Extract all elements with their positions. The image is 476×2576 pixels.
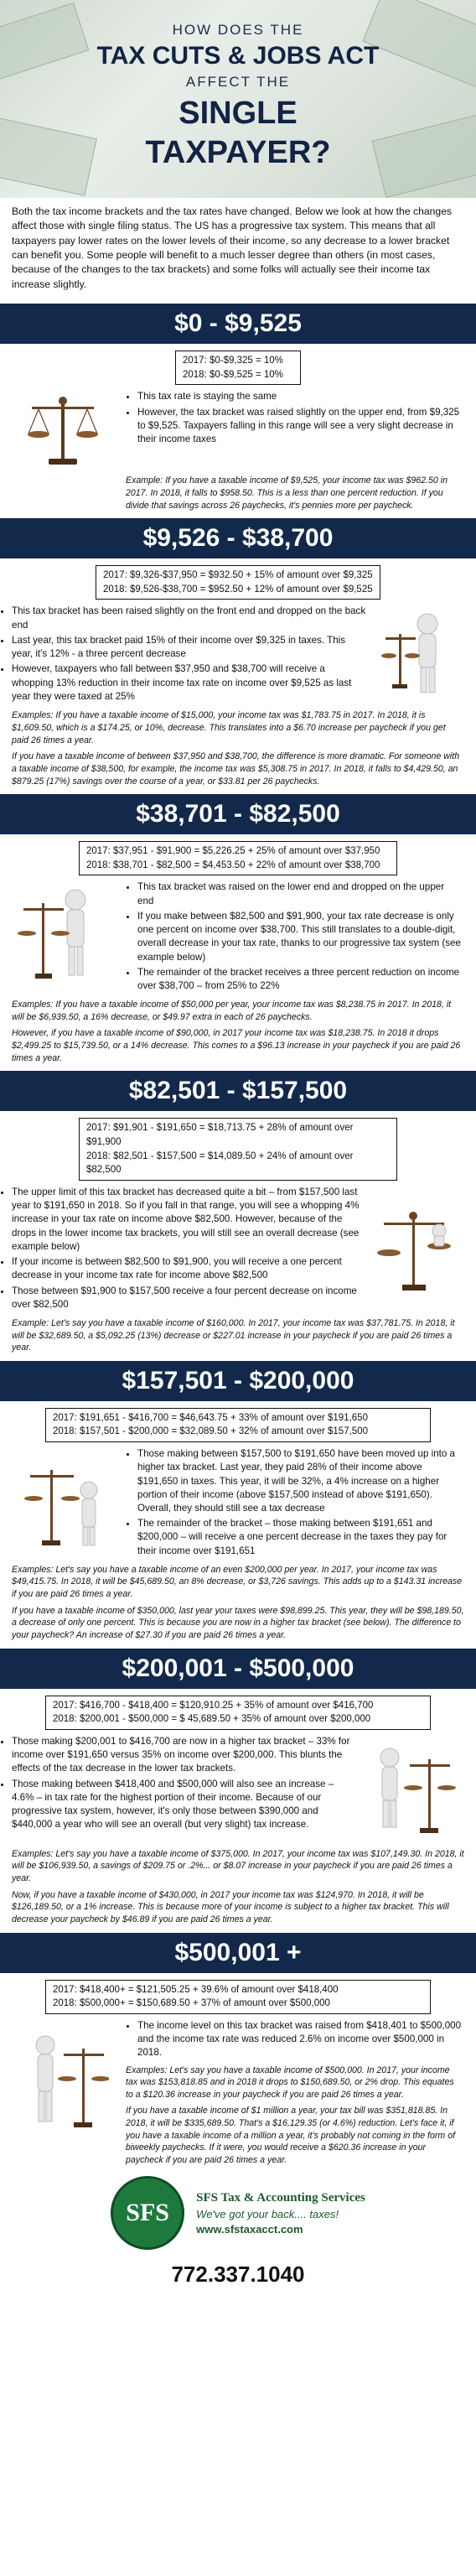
person-with-scale-figure: [0, 2019, 126, 2145]
section-bracket-4: [0, 1071, 476, 1353]
bullet: • Those making between $418,400 and $500,000 will also see an increase – 4.6% – in tax rate for the highest portion of their income. Because of our progressive tax system, however, it's only those between $390,000 and $440,000 a year who will see an overall (but very slight) tax increase.: [12, 1778, 352, 1832]
person-with-scale-figure: [0, 1447, 126, 1556]
header-line-1: HOW DOES THE: [172, 22, 304, 38]
rate-2017: 2017: $418,400+ = $121,505.25 + 39.6% of amount over $418,400: [53, 1984, 339, 1995]
rate-2018: 2018: $38,701 - $82,500 = $4,453.50 + 22% of amount over $38,700: [86, 860, 380, 870]
example-text: Example: Let's say you have a taxable income of $160,000. In 2017, your income tax was $37,781.75. In 2018, it will be $32,689.50, a $5,092.25 (13%) decrease or $227.01 increase in your paycheck if you are paid 26 times a year.: [12, 1317, 455, 1353]
example-text: If you have a taxable income of $350,000, last year your taxes were $98,899.25. This year, they will be $98,189.50, a decrease of only one percent. This is because you are now in a higher tax bracket (see below). The difference to your paycheck? An increase of $27.30 if you are paid 26 times a year.: [12, 1605, 464, 1640]
example-text: However, if you have a taxable income of $90,000, in 2017 your income tax was $18,238.75. In 2018 it drops $2,499.25 to $15,739.50, or a 14% decrease. This comes to a $96.13 increase in your paycheck if you are paid 26 times a year.: [12, 1028, 461, 1063]
intro-paragraph: Both the tax income brackets and the tax rates have changed. Below we look at how the changes affect those with single filing status. The US has a progressive tax system. This means that all taxpayers pay lower rates on the lower levels of their income, so any decrease to a lower bracket can benefit you. Some people will benefit to a much lesser degree than others (in most cases, because of the changes to the tax brackets) and some folks will actually see their income tax increase slightly.: [12, 205, 453, 290]
rate-box: [45, 1408, 431, 1442]
example-text: If you have a taxable income of between $37,950 and $38,700, the difference is more dramatic. For someone with a taxable income of $38,500, for example, the income tax was $5,308.75 in 2017. In 2018, it falls to $4,429.50, an $879.25 (17%) savings over the course of a year, or $33.81 per 26 paychecks.: [12, 751, 460, 787]
footer: [0, 2176, 476, 2288]
bracket-band: $157,501 - $200,000: [0, 1361, 476, 1401]
bullet: • The remainder of the bracket receives a three percent reduction on income over $38,700 – from 25% to 22%: [137, 966, 461, 993]
bullet: • If your income is between $82,500 to $91,900, you will receive a one percent decrease in your income tax rate for income above $82,500: [12, 1255, 360, 1282]
rate-box: [79, 841, 397, 875]
bullet: • This tax bracket was raised on the lower end and dropped on the upper end: [137, 880, 461, 907]
firm-phone[interactable]: 772.337.1040: [171, 2262, 305, 2288]
bracket-band: $0 - $9,525: [0, 304, 476, 344]
bullet: • This tax rate is staying the same: [137, 390, 461, 403]
bracket-band: $200,001 - $500,000: [0, 1649, 476, 1689]
rate-2018: 2018: $0-$9,525 = 10%: [183, 369, 283, 380]
rate-box: [45, 1980, 431, 2014]
bracket-band: $38,701 - $82,500: [0, 794, 476, 834]
bullet: • Those between $91,900 to $157,500 receive a four percent decrease on income over $82,500: [12, 1285, 360, 1311]
header-line-4: SINGLE: [178, 96, 298, 131]
bullet: • The remainder of the bracket – those making between $191,651 and $200,000 – will receive a one percent decrease in the taxes they pay for their income over $191,651: [137, 1517, 461, 1558]
bullet-list: [126, 2019, 469, 2060]
person-with-scale-figure: [369, 605, 469, 705]
header-line-2: TAX CUTS & JOBS ACT: [96, 42, 380, 70]
header-line-3: AFFECT THE: [185, 74, 291, 90]
rate-2017: 2017: $416,700 - $418,400 = $120,910.25 + 35% of amount over $416,700: [53, 1700, 374, 1711]
rate-2017: 2017: $191,651 - $416,700 = $46,643.75 + 33% of amount over $191,650: [53, 1412, 368, 1423]
bullet: • Last year, this tax bracket paid 15% of their income over $9,325 in taxes. This year, it's 12% - a three percent decrease: [12, 634, 369, 661]
rate-2018: 2018: $500,000+ = $150,689.50 + 37% of amount over $500,000: [53, 1998, 330, 2009]
section-bracket-5: [0, 1361, 476, 1642]
bracket-band: $500,001 +: [0, 1933, 476, 1973]
section-bracket-6: [0, 1649, 476, 1926]
scale-figure: [0, 390, 126, 470]
section-bracket-7: [0, 1933, 476, 2167]
bullet: • This tax bracket has been raised slightly on the front end and dropped on the back end: [12, 605, 369, 631]
example-text: Examples: If you have a taxable income of $50,000 per year, your income tax was $8,238.75 in 2017. In 2018, it will be $6,939.50, a 16% decrease, or $49.97 extra in each of 26 paychecks.: [12, 1000, 452, 1022]
bullet-list: [0, 1186, 360, 1313]
example-text: Examples: Let's say you have a taxable income of $500,000. In 2017, your income tax was $153,818.85 and in 2018 it drops to $150,689.50, or 2% drop. This equates to a $120.36 increase in your paycheck if you are paid 26 times a year.: [126, 2064, 454, 2100]
rate-2018: 2018: $82,501 - $157,500 = $14,089.50 + 24% of amount over $82,500: [86, 1150, 354, 1176]
rate-2017: 2017: $91,901 - $191,650 = $18,713.75 + 28% of amount over $91,900: [86, 1123, 354, 1147]
rate-box: [175, 351, 301, 385]
rate-2018: 2018: $200,001 - $500,000 = $ 45,689.50 + 35% of amount over $200,000: [53, 1714, 371, 1725]
bullet: • Those making $200,001 to $416,700 are now in a higher tax bracket – 33% for income over $191,650 versus 35% on income over $200,000. This blunts the effects of the tax decrease in the lower tax brackets.: [12, 1735, 352, 1776]
rate-2017: 2017: $0-$9,325 = 10%: [183, 355, 283, 366]
person-on-scale-figure: [360, 1186, 469, 1311]
example-text: Example: If you have a taxable income of $9,525, your income tax was $962.50 in 2017. In 2018, it falls to $958.50. This is a less than one percent reduction. If you divide that savings across 26 paychecks, it's pennies more per paycheck.: [126, 475, 448, 511]
rate-2018: 2018: $157,501 - $200,000 = $32,089.50 + 32% of amount over $157,500: [53, 1426, 368, 1437]
header: [0, 0, 476, 198]
example-text: Examples: If you have a taxable income of $15,000, your income tax was $1,783.75 in 2017. In 2018, it is $1,609.50, which is a $174.25, or 10%, decrease. This translates into a $6.70 increase per paycheck if you get paid 26 times a year.: [12, 710, 446, 745]
section-bracket-2: [0, 518, 476, 787]
bullet-list: [126, 880, 461, 995]
rate-box: [79, 1118, 397, 1181]
rate-2017: 2017: $9,326-$37,950 = $932.50 + 15% of amount over $9,325: [103, 570, 373, 581]
rate-box: [45, 1696, 431, 1730]
bullet-list: [0, 605, 369, 705]
firm-logo: SFS: [111, 2176, 184, 2250]
firm-tagline: We've got your back.... taxes!: [196, 2207, 339, 2220]
bullet: • If you make between $82,500 and $91,900, your tax rate decrease is only one percent on income over $38,700. This still translates to a double-digit, overall decrease in your tax rate, thanks to our progressive tax system (see example below): [137, 910, 461, 964]
bullet: • The income level on this tax bracket was raised from $418,401 to $500,000 and the income tax rate was reduced 2.6% on income over $500,000 in 2018.: [137, 2019, 469, 2060]
person-with-scale-figure: [352, 1735, 469, 1844]
rate-box: [96, 565, 380, 600]
example-text: Examples: Let's say you have a taxable income of $375,000. In 2017, your income tax was $107,149.30. In 2018, it will be $106,939.50, a savings of $209.75 or .2%... or $8.07 increase in your paycheck if you are paid 26 times a year.: [12, 1848, 464, 1884]
bullet: • However, the tax bracket was raised slightly on the upper end, from $9,325 to $9,525. Taxpayers falling in this range will see a very slight decrease in their income taxes: [137, 406, 461, 447]
example-text: If you have a taxable income of $1 million a year, your tax bill was $351,818.85. In 2018, it will be $335,689.50. That's a $16,129.35 (or 4.6%) reduction. Let's face it, if you have a taxable income of a million a year, it's probably not coming in the form of biweekly paychecks. If it were, you would receive a $620.36 increase in your paycheck if you are paid 26 times a year.: [126, 2106, 456, 2165]
example-text: Examples: Let's say you have a taxable income of an even $200,000 per year. In 2017, your income tax was $49,415.75. In 2018, it will be $45,689.50, an 8% decrease, or $3,726 savings. This adds up to a $143.31 increase if you are paid 26 times a year.: [12, 1564, 463, 1600]
bullet: • Those making between $157,500 to $191,650 have been moved up into a higher tax bracket. Last year, they paid 28% of their income above $191,650 in taxes. This year, it will be 32%, a 4% increase on a higher portion of their income (above $157,500 instead of above $191,650). Overall, they should still see a tax decrease: [137, 1447, 461, 1515]
rate-2017: 2017: $37,951 - $91,900 = $5,226.25 + 25% of amount over $37,950: [86, 846, 380, 857]
bullet-list: [0, 1735, 352, 1834]
section-bracket-1: [0, 304, 476, 512]
bullet-list: [126, 1447, 461, 1560]
bracket-band: $9,526 - $38,700: [0, 518, 476, 558]
firm-name: SFS Tax & Accounting Services: [196, 2190, 365, 2205]
person-with-scale-figure: [0, 880, 126, 989]
section-bracket-3: [0, 794, 476, 1064]
header-line-5: TAXPAYER?: [145, 135, 331, 170]
bracket-band: $82,501 - $157,500: [0, 1071, 476, 1111]
bullet: • However, taxpayers who fall between $37,950 and $38,700 will receive a whopping 13% reduction in their income tax rate on income over $9,525 as last year they were taxed at 25%: [12, 662, 369, 704]
bullet: • The upper limit of this tax bracket has decreased quite a bit – from $157,500 last year to $191,650 in 2018. So if you fall in that range, you will see a whopping 4% increase in your tax rate on income above $82,500. However, because of the drops in the lower income tax brackets, you will still see an overall decrease (see example below): [12, 1186, 360, 1254]
firm-website-link[interactable]: www.sfstaxacct.com: [196, 2222, 303, 2236]
example-text: Now, if you have a taxable income of $430,000, in 2017 your income tax was $124,970. In 2018, it will be $126,189.50, or a 1% increase. This is because more of your income is subject to a higher tax bracket. This will decrease your paycheck by $46.89 if you are paid 26 times a year.: [12, 1889, 449, 1924]
bullet-list: [126, 390, 461, 448]
rate-2018: 2018: $9,526-$38,700 = $952.50 + 12% of amount over $9,525: [103, 584, 373, 595]
